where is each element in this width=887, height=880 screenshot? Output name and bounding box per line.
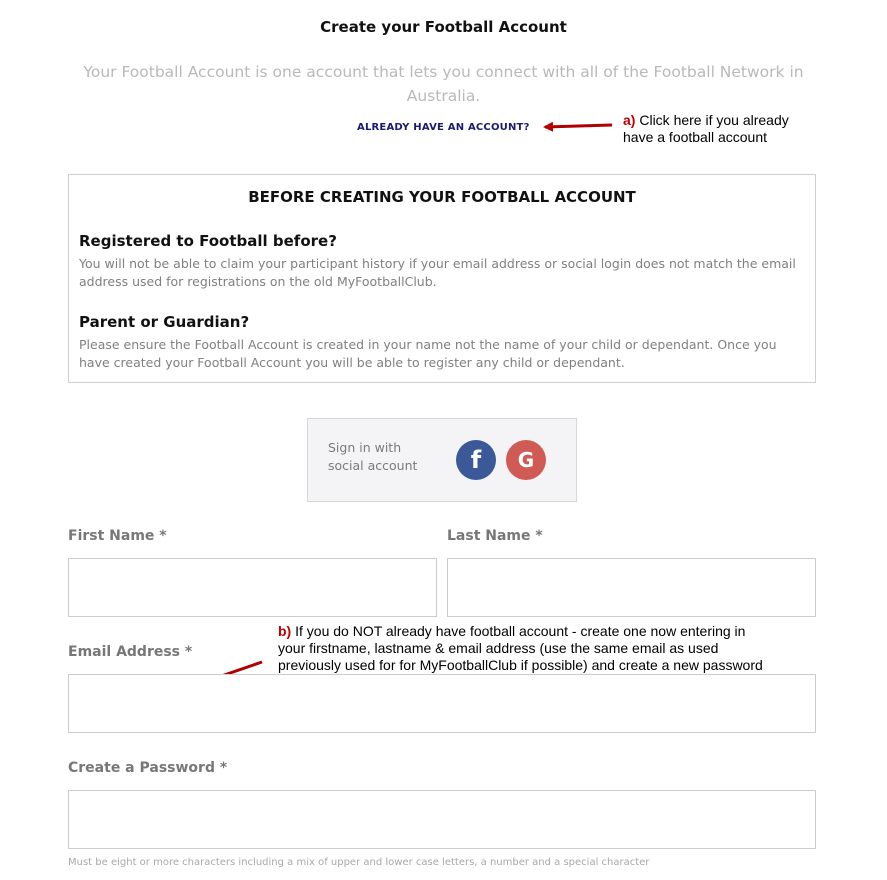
facebook-icon: f [470,446,482,474]
social-label-line1: Sign in with [328,440,402,455]
registered-text: You will not be able to claim your participant history if your email address or social login does not match the email address used for registrations on the old MyFootballClub. [79,256,796,289]
page-subtitle: Your Football Account is one account that lets you connect with all of the Football Network in Australia. [83,63,804,105]
annotation-b-line3: previously used for for MyFootballClub if possible) and create a new password [278,657,763,673]
annotation-b-line1: If you do NOT already have football account - create one now entering in [295,623,746,639]
social-signin-label [328,439,438,475]
email-input[interactable] [68,674,816,733]
parent-text: Please ensure the Football Account is created in your name not the name of your child or dependant. Once you have created your Football Account you will be able to register any child or dependant. [79,337,777,370]
google-icon: G [517,448,535,472]
parent-heading: Parent or Guardian? [79,313,250,331]
last-name-input[interactable] [447,558,816,617]
registered-heading: Registered to Football before? [79,232,337,250]
annotation-a-tag: a) [623,112,636,128]
password-label: Create a Password * [68,760,228,776]
annotation-a-line1: Click here if you already [639,112,789,128]
social-label-line2: social account [328,458,418,473]
password-input[interactable] [68,790,816,849]
facebook-signin-button[interactable] [456,440,496,480]
annotation-b [278,623,808,674]
arrow-a [545,125,612,127]
password-hint: Must be eight or more characters including a mix of upper and lower case letters, a number and a special character [68,857,650,868]
first-name-input[interactable] [68,558,437,617]
first-name-label: First Name * [68,528,167,544]
annotation-b-line2: your firstname, lastname & email address (use the same email as used [278,640,719,656]
before-creating-panel [68,174,816,383]
google-signin-button[interactable] [506,440,546,480]
already-have-account-link[interactable]: ALREADY HAVE AN ACCOUNT? [357,122,530,133]
annotation-b-tag: b) [278,623,292,639]
before-panel-title: BEFORE CREATING YOUR FOOTBALL ACCOUNT [248,188,636,206]
last-name-label: Last Name * [447,528,543,544]
email-label: Email Address * [68,644,193,660]
social-signin-panel [307,418,577,502]
annotation-a-line2: have a football account [623,129,767,145]
page-title: Create your Football Account [320,18,567,36]
